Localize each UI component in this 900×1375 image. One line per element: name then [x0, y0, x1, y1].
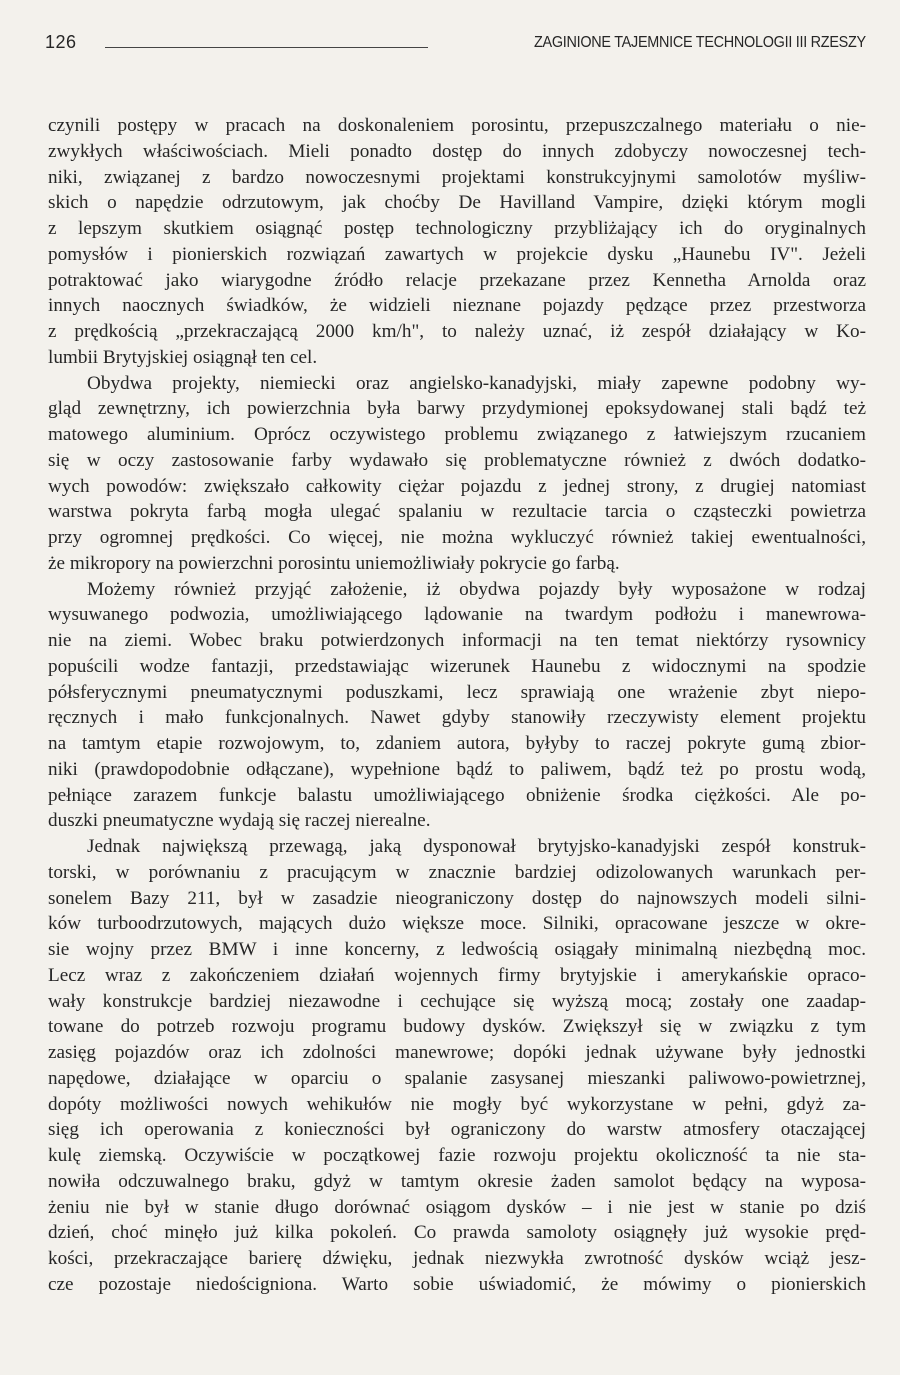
header-rule	[105, 47, 428, 48]
text-line: duszki pneumatyczne wydają się raczej nierealne.	[48, 810, 431, 832]
running-header	[45, 30, 866, 60]
text-line: potraktować jako wiarygodne źródło relacje przekazane przez Kennetha Arnolda oraz	[48, 269, 866, 291]
text-line: półsferycznymi pneumatycznymi poduszkami, lecz sprawiają one wrażenie zbyt niepo-	[48, 681, 866, 703]
text-line: nie na ziemi. Wobec braku potwierdzonych informacji na ten temat niektórzy rysownicy	[48, 630, 866, 651]
text-line: żeniu nie był w stanie długo dorównać osiągom dysków – i nie jest w stanie po dziś	[48, 1196, 866, 1218]
text-line: Jednak największą przewagą, jaką dysponował brytyjsko-kanadyjski zespół konstruk-	[87, 836, 866, 857]
paragraph	[48, 577, 866, 835]
text-line: pomysłów i pionierskich rozwiązań zawartych w projekcie dysku „Haunebu IV". Jeżeli	[48, 243, 866, 265]
text-line: z prędkością „przekraczającą 2000 km/h", to należy uznać, iż zespół działający w Ko-	[48, 321, 866, 342]
text-line: sie wojny przez BMW i inne koncerny, z ledwością osiągały minimalną niezbędną moc.	[48, 939, 866, 960]
text-line: kości, przekraczające barierę dźwięku, jednak niezwykła zwrotność dysków wciąż jesz-	[48, 1248, 866, 1269]
text-line: wysuwanego podwozia, umożliwiającego lądowanie na twardym podłożu i manewrowa-	[48, 604, 866, 626]
text-line: ręcznych i mało funkcjonalnych. Nawet gdyby stanowiły rzeczywisty element projektu	[48, 707, 866, 729]
text-line: popuścili wodze fantazji, przedstawiając wizerunek Haunebu z widocznymi na spodzie	[48, 655, 866, 677]
text-line: skich o napędzie odrzutowym, jak choćby De Havilland Vampire, dzięki którym mogli	[48, 192, 866, 214]
text-line: dopóty możliwości nowych wehikułów nie mogły być wykorzystane w pełni, gdyż za-	[48, 1093, 866, 1115]
text-line: napędowe, działające w oparciu o spalanie zasysanej mieszanki paliwowo-powietrznej,	[48, 1067, 866, 1089]
text-line: zwykłych właściwościach. Mieli ponadto dostęp do innych zdobyczy nowoczesnej tech-	[48, 140, 866, 162]
paragraph	[48, 113, 866, 371]
text-line: niki, związanej z bardzo nowoczesnymi projektami konstrukcyjnymi samolotów myśliw-	[48, 166, 866, 188]
text-line: torski, w porównaniu z pracującym w znacznie bardziej odizolowanych warunkach per-	[48, 861, 866, 883]
text-line: lumbii Brytyjskiej osiągnął ten cel.	[48, 346, 318, 368]
text-line: zasięg pojazdów oraz ich zdolności manewrowe; dopóki jednak używane były jednostki	[48, 1042, 866, 1063]
text-line: Możemy również przyjąć założenie, iż obydwa pojazdy były wyposażone w rodzaj	[87, 578, 866, 600]
text-line: wały konstrukcje bardziej niezawodne i cechujące się wyższą mocą; zostały one zaadap-	[48, 990, 866, 1012]
text-line: towane do potrzeb rozwoju programu budowy dysków. Zwiększył się w związku z tym	[48, 1016, 866, 1038]
text-line: nowiła odczuwalnego braku, gdyż w tamtym okresie żaden samolot będący na wyposa-	[48, 1170, 866, 1192]
text-line: gląd zewnętrzny, ich powierzchnia była barwy przydymionej epoksydowanej stali bądź też	[48, 398, 866, 420]
text-line: matowego aluminium. Oprócz oczywistego problemu związanego z łatwiejszym rzucaniem	[48, 424, 866, 445]
text-line: innych naocznych świadków, że widzieli nieznane pojazdy pędzące przez przestworza	[48, 295, 866, 317]
text-line: się w oczy zastosowanie farby wydawało się problematyczne również z dwóch dodatko-	[48, 449, 866, 471]
running-title: ZAGINIONE TAJEMNICE TECHNOLOGII III RZESZY	[534, 34, 866, 51]
text-line: dzień, choć minęło już kilka pokoleń. Co prawda samoloty osiągnęły już wysokie pręd-	[48, 1222, 866, 1244]
text-line: czynili postępy w pracach na doskonaleniem porosintu, przepuszczalnego materiału o nie-	[48, 115, 866, 136]
text-line: z lepszym skutkiem osiągnąć postęp technologiczny przybliżający ich do oryginalnych	[48, 218, 866, 239]
text-line: pełniące zarazem funkcje balastu umożliwiającego obniżenie środka ciężkości. Ale po-	[48, 784, 866, 806]
text-line: ków turboodrzutowych, mających dużo większe moce. Silniki, opracowane jeszcze w okre-	[48, 913, 866, 935]
text-line: cze pozostaje niedościgniona. Warto sobie uświadomić, że mówimy o pionierskich	[48, 1273, 866, 1295]
paragraph	[48, 371, 866, 577]
text-line: przy ogromnej prędkości. Co więcej, nie można wykluczyć również takiej ewentualności,	[48, 527, 866, 548]
body-text	[48, 113, 866, 1298]
text-line: Obydwa projekty, niemiecki oraz angielsko-kanadyjski, miały zapewne podobny wy-	[87, 372, 866, 394]
text-line: Lecz wraz z zakończeniem działań wojennych firmy brytyjskie i amerykańskie opraco-	[48, 964, 866, 986]
text-line: niki (prawdopodobnie odłączane), wypełnione bądź to paliwem, bądź też po prostu wodą,	[48, 758, 866, 780]
text-line: że mikropory na powierzchni porosintu uniemożliwiały pokrycie go farbą.	[48, 552, 620, 574]
text-line: sięg ich operowania z konieczności był ograniczony do warstw atmosfery otaczającej	[48, 1119, 866, 1141]
text-line: na tamtym etapie rozwojowym, to, zdaniem autora, byłyby to raczej pokryte gumą zbior-	[48, 733, 866, 754]
text-line: kulę ziemską. Oczywiście w początkowej fazie rozwoju projektu okoliczność ta nie sta-	[48, 1145, 866, 1166]
text-line: warstwa pokryta farbą mogła ulegać spalaniu w rezultacie tarcia o cząsteczki powietrza	[48, 501, 866, 523]
page-number: 126	[45, 32, 77, 52]
text-line: wych powodów: zwiększało całkowity ciężar pojazdu z jednej strony, z drugiej natomiast	[48, 475, 866, 497]
text-line: sonelem Bazy 211, był w zasadzie nieograniczony dostęp do najnowszych modeli silni-	[48, 887, 866, 909]
paragraph	[48, 834, 866, 1298]
